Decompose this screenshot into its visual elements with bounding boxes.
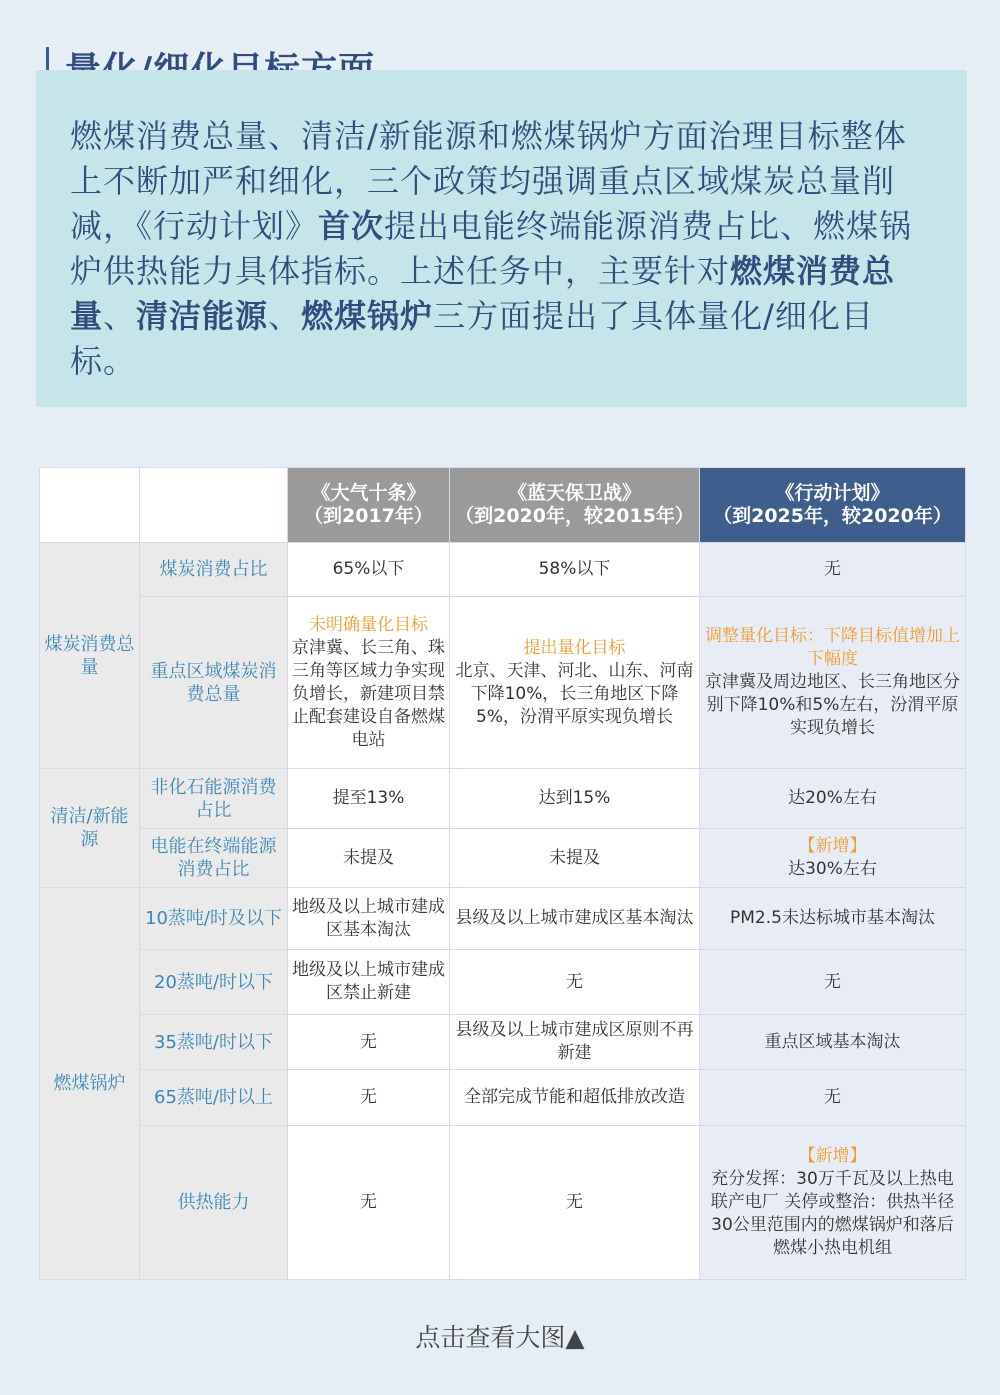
sub-label: 电能在终端能源消费占比 (140, 829, 288, 888)
intro-part: 提出电能终端能源消费占比、燃煤锅炉供热能力具体指标。上述任务中，主要针对 (70, 207, 913, 290)
sub-label: 10蒸吨/时及以下 (140, 888, 288, 950)
header-action-plan (700, 468, 966, 543)
cell: 无 (700, 950, 966, 1015)
comparison-table (39, 467, 966, 1280)
cell: 无 (700, 1070, 966, 1126)
category-clean: 清洁/新能源 (40, 769, 140, 888)
sub-label: 煤炭消费占比 (140, 543, 288, 597)
intro-part: 燃煤消费总量、清洁/新能源和燃煤锅炉方面治理目标整体上不断加严和细化，三个政策均强调重点区域煤炭总量削减，《行动计划》 (70, 117, 907, 245)
cell: 县级及以上城市建成区基本淘汰 (450, 888, 700, 950)
cell: 无 (288, 1015, 450, 1070)
cell: 重点区域基本淘汰 (700, 1015, 966, 1070)
cell: 无 (450, 950, 700, 1015)
intro-part: 、 (103, 297, 137, 335)
cell: 地级及以上城市建成区基本淘汰 (288, 888, 450, 950)
table-row (40, 597, 966, 769)
cell-tag: 未明确量化目标 (309, 614, 428, 635)
header-line: 《大气十条》 (311, 482, 426, 504)
cell (700, 829, 966, 888)
cell: 58%以下 (450, 543, 700, 597)
cell: 县级及以上城市建成区原则不再新建 (450, 1015, 700, 1070)
cell-text: 京津冀及周边地区、长三角地区分别下降10%和5%左右，汾渭平原实现负增长 (705, 672, 960, 738)
cell: 地级及以上城市建成区禁止新建 (288, 950, 450, 1015)
cell-tag: 调整量化目标：下降目标值增加上下幅度 (705, 626, 960, 669)
table-row (40, 543, 966, 597)
view-large-image-link[interactable]: 点击查看大图▲ (415, 1323, 585, 1352)
table-row (40, 950, 966, 1015)
cell: 提至13% (288, 769, 450, 829)
intro-part-bold: 燃煤消费总量 (70, 252, 896, 335)
header-line: （到2017年） (304, 505, 433, 527)
cell: PM2.5未达标城市基本淘汰 (700, 888, 966, 950)
cell-text: 达30%左右 (788, 859, 877, 879)
cell-tag: 提出量化目标 (523, 637, 626, 658)
sub-label: 重点区域煤炭消费总量 (140, 597, 288, 769)
cell-tag: 【新增】 (798, 836, 867, 856)
table-row (40, 1015, 966, 1070)
table-header-row (40, 468, 966, 543)
intro-part-bold: 首次 (318, 207, 385, 245)
table-row (40, 1070, 966, 1126)
header-line: 《蓝天保卫战》 (507, 482, 641, 504)
intro-text (70, 114, 937, 384)
intro-part: 三方面提出了具体量化/细化目标。 (70, 297, 874, 380)
cell: 达到15% (450, 769, 700, 829)
cell-text: 充分发挥：30万千瓦及以上热电联产电厂 关停或整治：供热半径30公里范围内的燃煤锅炉和落后燃煤小热电机组 (710, 1169, 955, 1258)
cell: 无 (288, 1070, 450, 1126)
header-line: （到2020年，较2015年） (455, 505, 694, 527)
table-row (40, 888, 966, 950)
cell: 全部完成节能和超低排放改造 (450, 1070, 700, 1126)
cell (700, 1126, 966, 1280)
table-row (40, 769, 966, 829)
cell: 无 (700, 543, 966, 597)
intro-part-bold: 燃煤锅炉 (301, 297, 434, 335)
cell-tag: 【新增】 (798, 1146, 867, 1166)
intro-part: 、 (268, 297, 302, 335)
cell-text: 北京、天津、河北、山东、河南下降10%，长三角地区下降5%，汾渭平原实现负增长 (455, 660, 694, 727)
sub-label: 供热能力 (140, 1126, 288, 1280)
cell: 无 (450, 1126, 700, 1280)
cell: 未提及 (450, 829, 700, 888)
header-daqi-shitiao (288, 468, 450, 543)
cell: 未提及 (288, 829, 450, 888)
cell: 无 (288, 1126, 450, 1280)
intro-box (36, 70, 967, 407)
category-coal: 煤炭消费总量 (40, 543, 140, 769)
cell-text: 京津冀、长三角、珠三角等区域力争实现负增长，新建项目禁止配套建设自备燃煤电站 (292, 637, 445, 750)
cell (450, 597, 700, 769)
sub-label: 65蒸吨/时以上 (140, 1070, 288, 1126)
cell: 65%以下 (288, 543, 450, 597)
cell (288, 597, 450, 769)
sub-label: 35蒸吨/时以下 (140, 1015, 288, 1070)
sub-label: 20蒸吨/时以下 (140, 950, 288, 1015)
intro-part-bold: 清洁能源 (136, 297, 269, 335)
cell: 达20%左右 (700, 769, 966, 829)
header-line: （到2025年，较2020年） (713, 505, 952, 527)
header-lantian (450, 468, 700, 543)
table-row (40, 1126, 966, 1280)
header-line: 《行动计划》 (775, 482, 890, 504)
header-blank (140, 468, 288, 543)
category-boiler: 燃煤锅炉 (40, 888, 140, 1280)
table-row (40, 829, 966, 888)
sub-label: 非化石能源消费占比 (140, 769, 288, 829)
header-blank (40, 468, 140, 543)
cell (700, 597, 966, 769)
